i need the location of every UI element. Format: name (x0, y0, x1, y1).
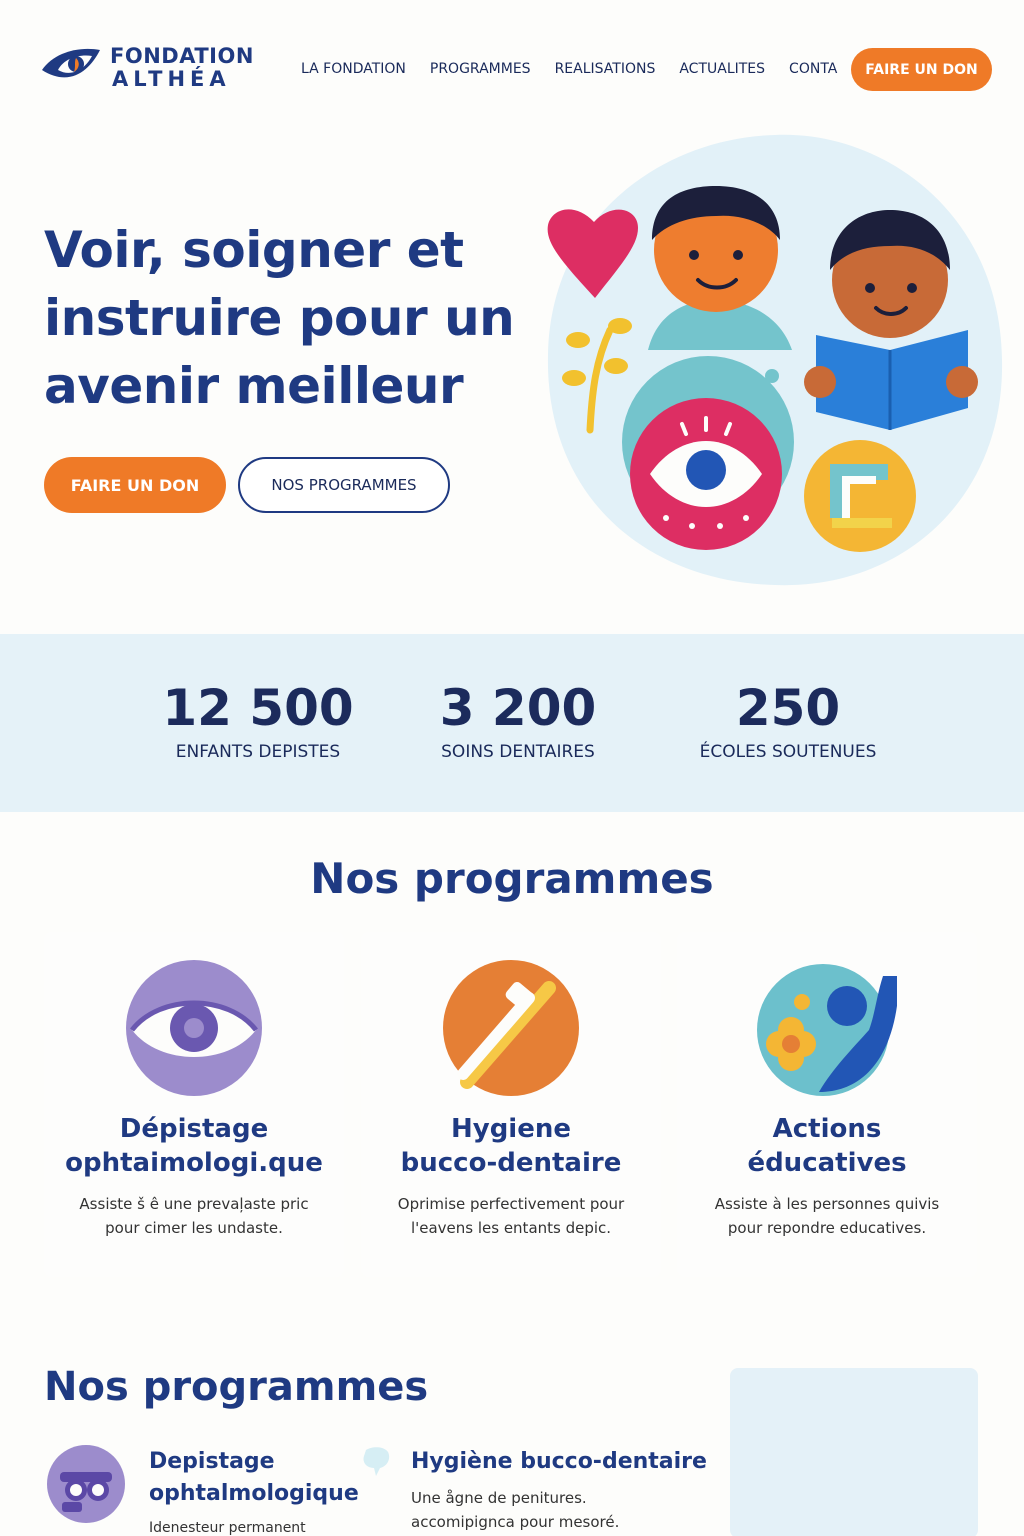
stat-dental-care (420, 678, 616, 762)
card-title-line1: Dépistage (119, 1114, 269, 1144)
card-text: Assiste š ê une prevaļaste pric pour cimer les undaste. (79, 1195, 309, 1237)
hero-illustration (540, 130, 1010, 600)
speech-bubble-icon (362, 1446, 390, 1478)
nav-item-programmes[interactable]: PROGRAMMES (429, 61, 531, 77)
program-card-eye[interactable] (44, 932, 344, 1277)
program-list-item-text: Idenesteur permanent (149, 1520, 306, 1536)
programs-title: Nos programmes (310, 854, 714, 903)
stat-schools-supported (680, 678, 896, 762)
site-header (0, 0, 1024, 130)
program-card-dental[interactable] (361, 932, 661, 1277)
logo-eye-icon (40, 44, 104, 92)
child-face-icon (648, 186, 792, 350)
logo-line1: FONDATION (110, 44, 254, 68)
stats-band (0, 634, 1024, 812)
main-nav (301, 61, 861, 77)
card-title-line2: bucco-dentaire (400, 1148, 622, 1178)
nav-item-contact[interactable]: CONTA (789, 61, 838, 77)
logo-line2: ALTHÉA (112, 67, 231, 91)
nav-item-realisations[interactable]: REALISATIONS (554, 61, 656, 77)
glasses-icon (46, 1444, 126, 1524)
card-text: Assiste à les personnes quivis pour repondre educatives. (714, 1195, 940, 1237)
hero-title: Voir, soigner et instruire pour un avenir meilleur (44, 221, 515, 415)
program-list-item-title[interactable]: Depistage ophtalmologique (149, 1449, 359, 1506)
hero-donate-button[interactable]: FAIRE UN DON (44, 457, 226, 513)
card-text: Oprimise perfectivement pour l'eavens les entants depic. (397, 1195, 625, 1237)
education-icon (757, 958, 897, 1098)
stat-label: SOINS DENTAIRES (441, 742, 595, 762)
programs-list-title: Nos programmes (44, 1364, 429, 1410)
header-donate-button[interactable]: FAIRE UN DON (851, 48, 992, 91)
toothbrush-icon (804, 440, 916, 552)
nav-item-la-fondation[interactable]: LA FONDATION (301, 61, 406, 77)
logo[interactable] (40, 44, 254, 92)
program-list-item-title[interactable]: Hygiène bucco-dentaire (411, 1449, 707, 1474)
card-title-line1: Actions (772, 1114, 882, 1144)
stat-children-screened (160, 678, 356, 762)
card-title-line1: Hygiene (450, 1114, 571, 1144)
nav-item-actualites[interactable]: ACTUALITES (679, 61, 766, 77)
program-card-education[interactable] (677, 932, 977, 1277)
eye-icon (124, 958, 264, 1098)
side-panel (730, 1368, 978, 1536)
stat-label: ENFANTS DEPISTES (175, 742, 341, 762)
card-title-line2: ophtaimologi.que (65, 1148, 323, 1178)
stat-value: 250 (735, 679, 841, 737)
card-title-line2: éducatives (747, 1148, 907, 1178)
program-list-item-text: Une ågne de penitures. accomipignca pour mesoré. (411, 1489, 620, 1531)
stat-value: 12 500 (162, 679, 354, 737)
toothbrush-icon (441, 958, 581, 1098)
stat-label: ÉCOLES SOUTENUES (699, 742, 877, 762)
hero-programs-button[interactable]: NOS PROGRAMMES (238, 457, 450, 513)
stat-value: 3 200 (439, 679, 597, 737)
